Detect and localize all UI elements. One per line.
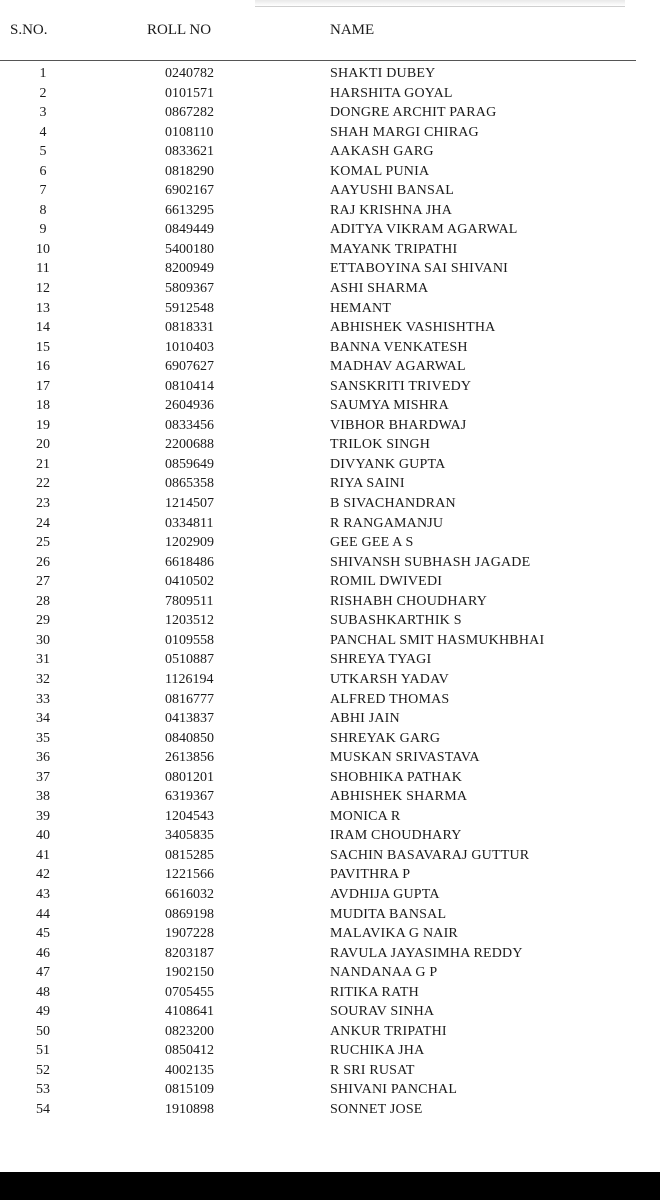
cell-roll-no: 6618486 xyxy=(165,554,214,570)
cell-name: MAYANK TRIPATHI xyxy=(330,241,458,257)
cell-name: MALAVIKA G NAIR xyxy=(330,926,458,942)
cell-roll-no: 1221566 xyxy=(165,867,214,883)
table-row xyxy=(0,259,660,279)
table-row xyxy=(0,650,660,670)
cell-roll-no: 0818331 xyxy=(165,320,214,336)
cell-roll-no: 0240782 xyxy=(165,66,214,81)
cell-name: GEE GEE A S xyxy=(330,535,414,551)
cell-name: AVDHIJA GUPTA xyxy=(330,886,440,902)
table-row xyxy=(0,670,660,690)
table-row xyxy=(0,787,660,807)
table-row xyxy=(0,572,660,592)
cell-roll-no: 0867282 xyxy=(165,105,214,121)
cell-roll-no: 6613295 xyxy=(165,202,214,218)
cell-sno: 1 xyxy=(39,66,47,81)
cell-sno: 29 xyxy=(36,613,50,629)
cell-roll-no: 6902167 xyxy=(165,183,214,199)
cell-name: RIYA SAINI xyxy=(330,476,405,492)
cell-sno: 7 xyxy=(39,183,47,199)
table-row xyxy=(0,865,660,885)
cell-name: DIVYANK GUPTA xyxy=(330,456,446,472)
cell-sno: 52 xyxy=(36,1062,50,1078)
cell-name: SHREYA TYAGI xyxy=(330,652,432,668)
cell-roll-no: 0815109 xyxy=(165,1082,214,1098)
cell-roll-no: 1126194 xyxy=(165,671,214,687)
cell-roll-no: 5809367 xyxy=(165,281,214,297)
cell-sno: 12 xyxy=(36,281,50,297)
cell-name: SACHIN BASAVARAJ GUTTUR xyxy=(330,847,530,863)
cell-sno: 20 xyxy=(36,437,50,453)
cell-sno: 50 xyxy=(36,1023,50,1039)
cell-name: SHIVANI PANCHAL xyxy=(330,1082,458,1098)
cell-sno: 39 xyxy=(36,808,50,824)
table-row xyxy=(0,299,660,319)
cell-sno: 45 xyxy=(36,926,50,942)
cell-roll-no: 1203512 xyxy=(165,613,214,629)
table-row xyxy=(0,416,660,436)
cell-sno: 34 xyxy=(36,711,50,727)
cell-roll-no: 0705455 xyxy=(165,984,214,1000)
table-row xyxy=(0,592,660,612)
cell-name: AAYUSHI BANSAL xyxy=(330,183,455,199)
table-header xyxy=(0,22,660,44)
cell-roll-no: 8203187 xyxy=(165,945,214,961)
cell-name: MONICA R xyxy=(330,808,401,824)
table-row xyxy=(0,1022,660,1042)
cell-name: RAVULA JAYASIMHA REDDY xyxy=(330,945,523,961)
cell-sno: 27 xyxy=(36,574,50,590)
cell-name: HARSHITA GOYAL xyxy=(330,85,453,101)
cell-sno: 35 xyxy=(36,730,50,746)
cell-roll-no: 0413837 xyxy=(165,711,214,727)
cell-roll-no: 6907627 xyxy=(165,359,214,375)
table-row xyxy=(0,553,660,573)
cell-name: DONGRE ARCHIT PARAG xyxy=(330,105,497,121)
table-row xyxy=(0,474,660,494)
cell-sno: 10 xyxy=(36,241,50,257)
cell-name: ABHISHEK SHARMA xyxy=(330,789,468,805)
table-row xyxy=(0,1100,660,1120)
cell-name: B SIVACHANDRAN xyxy=(330,496,456,512)
cell-sno: 43 xyxy=(36,886,50,902)
cell-sno: 46 xyxy=(36,945,50,961)
table-row xyxy=(0,885,660,905)
cell-roll-no: 1202909 xyxy=(165,535,214,551)
cell-sno: 6 xyxy=(39,163,47,179)
cell-roll-no: 6616032 xyxy=(165,886,214,902)
cell-name: KOMAL PUNIA xyxy=(330,163,430,179)
header-divider xyxy=(0,60,636,61)
table-row xyxy=(0,435,660,455)
cell-roll-no: 0850412 xyxy=(165,1043,214,1059)
cell-roll-no: 4108641 xyxy=(165,1004,214,1020)
cell-roll-no: 4002135 xyxy=(165,1062,214,1078)
cell-sno: 14 xyxy=(36,320,50,336)
cell-name: IRAM CHOUDHARY xyxy=(330,828,462,844)
cell-name: ABHI JAIN xyxy=(330,711,400,727)
cell-roll-no: 0801201 xyxy=(165,769,214,785)
table-row xyxy=(0,944,660,964)
column-header-roll-no: ROLL NO xyxy=(147,22,212,38)
cell-name: UTKARSH YADAV xyxy=(330,671,449,687)
cell-roll-no: 1010403 xyxy=(165,339,214,355)
table-row xyxy=(0,983,660,1003)
cell-roll-no: 7809511 xyxy=(165,593,214,609)
cell-name: SHAKTI DUBEY xyxy=(330,66,436,81)
cell-sno: 22 xyxy=(36,476,50,492)
cell-roll-no: 8200949 xyxy=(165,261,214,277)
cell-roll-no: 5912548 xyxy=(165,300,214,316)
table-row xyxy=(0,709,660,729)
cell-sno: 40 xyxy=(36,828,50,844)
cell-sno: 33 xyxy=(36,691,50,707)
cell-roll-no: 0869198 xyxy=(165,906,214,922)
cell-roll-no: 2604936 xyxy=(165,398,214,414)
table-row xyxy=(0,768,660,788)
cell-roll-no: 3405835 xyxy=(165,828,214,844)
cell-roll-no: 0818290 xyxy=(165,163,214,179)
cell-roll-no: 0510887 xyxy=(165,652,214,668)
cell-sno: 4 xyxy=(39,124,47,140)
cell-name: ETTABOYINA SAI SHIVANI xyxy=(330,261,509,277)
cell-sno: 48 xyxy=(36,984,50,1000)
cell-name: HEMANT xyxy=(330,300,392,316)
table-row xyxy=(0,1002,660,1022)
cell-sno: 15 xyxy=(36,339,50,355)
table-row xyxy=(0,123,660,143)
table-row xyxy=(0,377,660,397)
cell-roll-no: 0101571 xyxy=(165,85,214,101)
cell-roll-no: 1907228 xyxy=(165,926,214,942)
table-row xyxy=(0,181,660,201)
cell-name: SONNET JOSE xyxy=(330,1101,423,1117)
cell-sno: 51 xyxy=(36,1043,50,1059)
column-header-sno: S.NO. xyxy=(10,22,48,38)
cell-roll-no: 0865358 xyxy=(165,476,214,492)
table-row xyxy=(0,162,660,182)
cell-sno: 21 xyxy=(36,456,50,472)
table-row xyxy=(0,748,660,768)
cell-name: ALFRED THOMAS xyxy=(330,691,450,707)
cell-sno: 11 xyxy=(36,261,50,277)
cell-sno: 25 xyxy=(36,535,50,551)
cell-sno: 30 xyxy=(36,632,50,648)
cell-roll-no: 0840850 xyxy=(165,730,214,746)
cell-sno: 28 xyxy=(36,593,50,609)
table-row xyxy=(0,396,660,416)
cell-roll-no: 1204543 xyxy=(165,808,214,824)
cell-sno: 32 xyxy=(36,671,50,687)
cell-name: ABHISHEK VASHISHTHA xyxy=(330,320,496,336)
table-row xyxy=(0,1061,660,1081)
cell-name: TRILOK SINGH xyxy=(330,437,431,453)
table-row xyxy=(0,318,660,338)
cell-roll-no: 0833456 xyxy=(165,417,214,433)
cell-sno: 36 xyxy=(36,750,50,766)
table-row xyxy=(0,84,660,104)
cell-name: SOURAV SINHA xyxy=(330,1004,435,1020)
cell-roll-no: 6319367 xyxy=(165,789,214,805)
cell-sno: 17 xyxy=(36,378,50,394)
cell-roll-no: 0849449 xyxy=(165,222,214,238)
table-row xyxy=(0,1041,660,1061)
cell-roll-no: 1910898 xyxy=(165,1101,214,1117)
cell-roll-no: 2613856 xyxy=(165,750,214,766)
table-row xyxy=(0,142,660,162)
cell-sno: 44 xyxy=(36,906,50,922)
cell-roll-no: 0410502 xyxy=(165,574,214,590)
cell-name: MADHAV AGARWAL xyxy=(330,359,466,375)
cell-name: R RANGAMANJU xyxy=(330,515,444,531)
table-row xyxy=(0,963,660,983)
cell-sno: 38 xyxy=(36,789,50,805)
cell-sno: 31 xyxy=(36,652,50,668)
column-header-name: NAME xyxy=(330,22,375,38)
table-row xyxy=(0,846,660,866)
cell-sno: 8 xyxy=(39,202,47,218)
table-body xyxy=(0,64,660,1120)
cell-roll-no: 1902150 xyxy=(165,965,214,981)
cell-name: SHREYAK GARG xyxy=(330,730,441,746)
cell-roll-no: 0810414 xyxy=(165,378,214,394)
cell-sno: 37 xyxy=(36,769,50,785)
table-row xyxy=(0,826,660,846)
cell-name: MUDITA BANSAL xyxy=(330,906,447,922)
cell-name: PAVITHRA P xyxy=(330,867,411,883)
cell-sno: 16 xyxy=(36,359,50,375)
cell-sno: 54 xyxy=(36,1101,50,1117)
cell-sno: 53 xyxy=(36,1082,50,1098)
cell-sno: 24 xyxy=(36,515,50,531)
table-row xyxy=(0,455,660,475)
cell-roll-no: 0833621 xyxy=(165,144,214,160)
cell-sno: 18 xyxy=(36,398,50,414)
cell-sno: 26 xyxy=(36,554,50,570)
cell-name: BANNA VENKATESH xyxy=(330,339,468,355)
table-row xyxy=(0,611,660,631)
table-row xyxy=(0,729,660,749)
cell-name: AAKASH GARG xyxy=(330,144,434,160)
cell-name: VIBHOR BHARDWAJ xyxy=(330,417,467,433)
table-row xyxy=(0,533,660,553)
cell-sno: 49 xyxy=(36,1004,50,1020)
cell-sno: 42 xyxy=(36,867,50,883)
cell-roll-no: 0108110 xyxy=(165,124,214,140)
cell-name: SHAH MARGI CHIRAG xyxy=(330,124,479,140)
cell-sno: 2 xyxy=(39,85,47,101)
cell-roll-no: 0816777 xyxy=(165,691,214,707)
cell-name: PANCHAL SMIT HASMUKHBHAI xyxy=(330,632,545,648)
cell-sno: 9 xyxy=(39,222,47,238)
table-row xyxy=(0,279,660,299)
cell-roll-no: 2200688 xyxy=(165,437,214,453)
table-row xyxy=(0,201,660,221)
table-row xyxy=(0,807,660,827)
table-row xyxy=(0,220,660,240)
table-row xyxy=(0,905,660,925)
cell-name: NANDANAA G P xyxy=(330,965,438,981)
cell-name: RAJ KRISHNA JHA xyxy=(330,202,453,218)
bottom-black-bar xyxy=(0,1172,660,1200)
cell-sno: 41 xyxy=(36,847,50,863)
cell-name: SANSKRITI TRIVEDY xyxy=(330,378,472,394)
table-row xyxy=(0,338,660,358)
cell-roll-no: 0109558 xyxy=(165,632,214,648)
cell-roll-no: 0334811 xyxy=(165,515,214,531)
table-row xyxy=(0,64,660,84)
cell-name: SAUMYA MISHRA xyxy=(330,398,449,414)
table-row xyxy=(0,631,660,651)
table-row xyxy=(0,240,660,260)
cell-sno: 47 xyxy=(36,965,50,981)
table-row xyxy=(0,690,660,710)
cell-sno: 3 xyxy=(39,105,47,121)
cell-roll-no: 0859649 xyxy=(165,456,214,472)
cell-name: R SRI RUSAT xyxy=(330,1062,415,1078)
cell-name: RUCHIKA JHA xyxy=(330,1043,425,1059)
cell-roll-no: 0823200 xyxy=(165,1023,214,1039)
cell-sno: 5 xyxy=(39,144,47,160)
cell-name: ADITYA VIKRAM AGARWAL xyxy=(330,222,518,238)
table-row xyxy=(0,514,660,534)
cell-name: ROMIL DWIVEDI xyxy=(330,574,443,590)
cell-sno: 13 xyxy=(36,300,50,316)
cell-roll-no: 0815285 xyxy=(165,847,214,863)
table-row xyxy=(0,924,660,944)
table-row xyxy=(0,1080,660,1100)
table-row xyxy=(0,494,660,514)
table-row xyxy=(0,103,660,123)
cell-name: RISHABH CHOUDHARY xyxy=(330,593,488,609)
cell-roll-no: 1214507 xyxy=(165,496,214,512)
cell-name: SHOBHIKA PATHAK xyxy=(330,769,463,785)
cell-name: SUBASHKARTHIK S xyxy=(330,613,462,629)
table-row xyxy=(0,357,660,377)
cell-roll-no: 5400180 xyxy=(165,241,214,257)
cropped-header-strip xyxy=(255,0,625,7)
cell-name: RITIKA RATH xyxy=(330,984,419,1000)
cell-name: ANKUR TRIPATHI xyxy=(330,1023,447,1039)
cell-name: ASHI SHARMA xyxy=(330,281,429,297)
cell-name: MUSKAN SRIVASTAVA xyxy=(330,750,480,766)
cell-sno: 19 xyxy=(36,417,50,433)
cell-sno: 23 xyxy=(36,496,50,512)
cell-name: SHIVANSH SUBHASH JAGADE xyxy=(330,554,531,570)
